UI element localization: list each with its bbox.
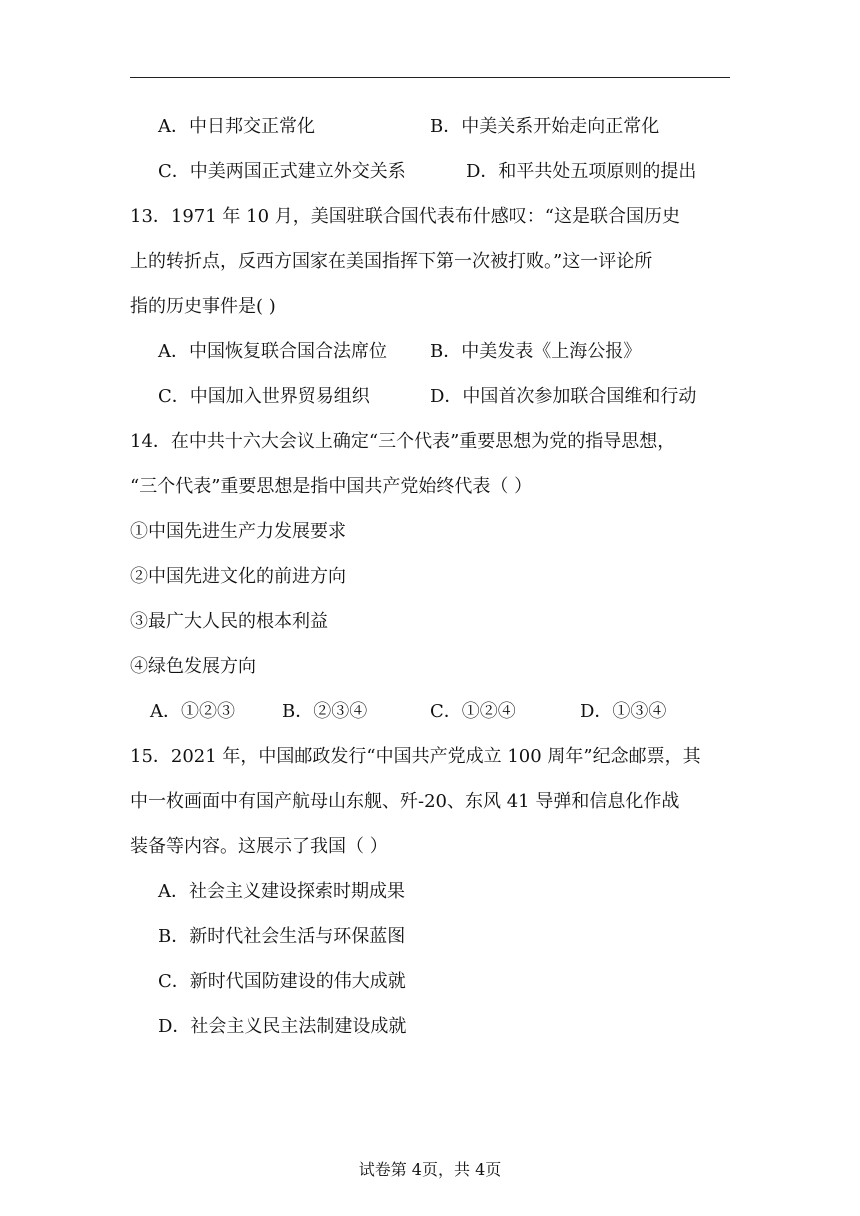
q15-stem-line3: 装备等内容。这展示了我国（ ）: [130, 836, 388, 857]
q15-stem-line2: 中一枚画面中有国产航母山东舰、歼-20、东风 41 导弹和信息化作战: [130, 791, 680, 812]
q14-statement-3: ③最广大人民的根本利益: [130, 611, 328, 632]
header-rule: [130, 77, 730, 78]
q14-option-c[interactable]: C．①②④: [430, 701, 516, 722]
q14-option-d[interactable]: D．①③④: [580, 701, 667, 722]
q12-option-d[interactable]: D．和平共处五项原则的提出: [466, 161, 697, 182]
q13-stem-line1: 13．1971 年 10 月，美国驻联合国代表布什感叹：“这是联合国历史: [130, 206, 680, 227]
q15-option-a[interactable]: A．社会主义建设探索时期成果: [158, 881, 405, 902]
q15-option-c[interactable]: C．新时代国防建设的伟大成就: [158, 971, 406, 992]
q12-option-b[interactable]: B．中美关系开始走向正常化: [430, 116, 660, 137]
q14-option-b[interactable]: B．②③④: [282, 701, 368, 722]
q13-option-b[interactable]: B．中美发表《上海公报》: [430, 341, 642, 362]
q12-option-c[interactable]: C．中美两国正式建立外交关系: [158, 161, 406, 182]
q13-option-a[interactable]: A．中国恢复联合国合法席位: [158, 341, 387, 362]
q15-option-b[interactable]: B．新时代社会生活与环保蓝图: [158, 926, 406, 947]
q14-statement-1: ①中国先进生产力发展要求: [130, 521, 346, 542]
q14-option-a[interactable]: A．①②③: [150, 701, 235, 722]
q13-stem-line2: 上的转折点，反西方国家在美国指挥下第一次被打败。”这一评论所: [130, 251, 653, 272]
q14-statement-4: ④绿色发展方向: [130, 656, 256, 677]
q14-stem-line1: 14．在中共十六大会议上确定“三个代表”重要思想为党的指导思想，: [130, 431, 676, 452]
q14-statement-2: ②中国先进文化的前进方向: [130, 566, 346, 587]
q15-stem-line1: 15．2021 年，中国邮政发行“中国共产党成立 100 周年”纪念邮票，其: [130, 746, 701, 767]
q13-stem-line3: 指的历史事件是( ): [130, 296, 276, 317]
q13-option-d[interactable]: D．中国首次参加联合国维和行动: [430, 386, 697, 407]
q13-option-c[interactable]: C．中国加入世界贸易组织: [158, 386, 370, 407]
q12-option-a[interactable]: A．中日邦交正常化: [158, 116, 315, 137]
q15-option-d[interactable]: D．社会主义民主法制建设成就: [158, 1016, 407, 1037]
q14-stem-line2: “三个代表”重要思想是指中国共产党始终代表（ ）: [130, 476, 533, 497]
page-footer: 试卷第 4页，共 4页: [358, 1160, 502, 1179]
